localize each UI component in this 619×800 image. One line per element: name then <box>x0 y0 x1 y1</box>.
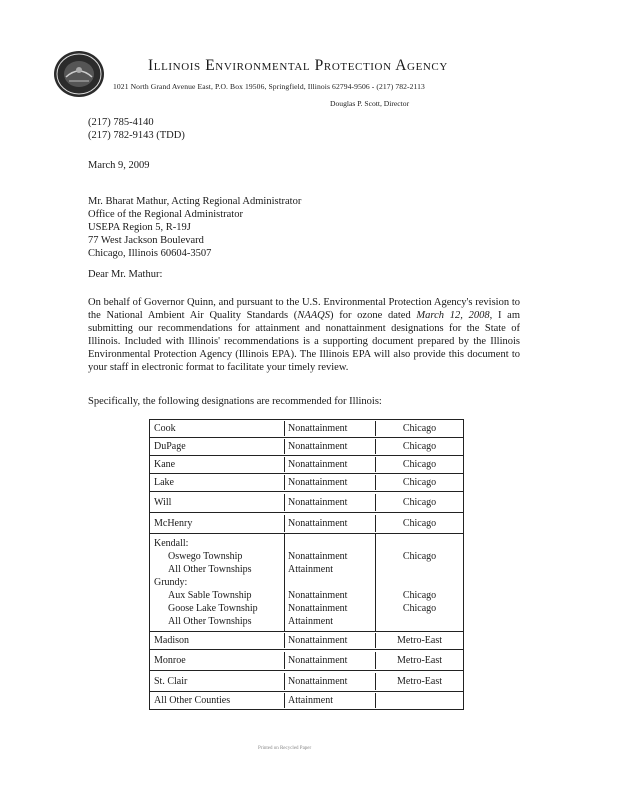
area-cell: Metro-East <box>397 675 442 687</box>
letter-date: March 9, 2009 <box>88 160 150 171</box>
area-cell: Metro-East <box>397 635 442 646</box>
recycled-paper-note: Printed on Recycled Paper <box>258 746 312 751</box>
area-cell: Chicago <box>402 496 437 508</box>
body-text-b: ) for ozone dated <box>329 310 417 321</box>
recipient-street: 77 West Jackson Boulevard <box>88 235 204 246</box>
county-cell: Cook <box>150 421 285 436</box>
table-row <box>150 474 463 492</box>
phone-number: (217) 785-4140 <box>88 117 154 128</box>
salutation: Dear Mr. Mathur: <box>88 269 163 280</box>
aux-sable-area: Chicago <box>402 590 437 601</box>
kendall-label: Kendall: <box>154 538 189 549</box>
tdd-number: (217) 782-9143 (TDD) <box>88 130 185 141</box>
designations-table <box>149 419 464 710</box>
table-row <box>150 513 463 534</box>
rule-date: March 12, 2008 <box>416 310 490 321</box>
aux-sable-township: Aux Sable Township <box>168 590 252 601</box>
agency-seal-logo <box>54 51 104 97</box>
status-cell: Nonattainment <box>285 633 376 648</box>
table-row <box>150 456 463 474</box>
status-cell: Nonattainment <box>285 439 376 454</box>
grundy-label: Grundy: <box>154 577 188 588</box>
county-cell: Madison <box>150 633 285 648</box>
county-cell: Will <box>150 494 285 511</box>
goose-lake-status: Nonattainment <box>288 603 348 614</box>
status-cell: Attainment <box>285 693 376 708</box>
area-cell: Chicago <box>402 423 437 434</box>
county-cell: Monroe <box>150 652 285 669</box>
agency-name: Illinois Environmental Protection Agency <box>148 57 448 74</box>
seal-graphic <box>54 51 104 97</box>
goose-lake-area: Chicago <box>402 603 437 614</box>
table-row <box>150 492 463 513</box>
status-cell: Nonattainment <box>285 494 376 511</box>
kendall-other-status: Attainment <box>288 564 333 575</box>
goose-lake-township: Goose Lake Township <box>168 603 258 614</box>
naaqs-abbrev: NAAQS <box>297 310 330 321</box>
oswego-township: Oswego Township <box>168 551 243 562</box>
agency-address: 1021 North Grand Avenue East, P.O. Box 19506, Springfield, Illinois 62794-9506 - (217) 782-2113 <box>113 82 425 91</box>
aux-sable-status: Nonattainment <box>288 590 348 601</box>
oswego-status: Nonattainment <box>288 551 348 562</box>
kendall-other-townships: All Other Townships <box>168 564 252 575</box>
recipient-city: Chicago, Illinois 60604-3507 <box>88 248 212 259</box>
status-cell: Nonattainment <box>285 515 376 532</box>
county-cell: St. Clair <box>150 673 285 690</box>
designations-intro: Specifically, the following designations are recommended for Illinois: <box>88 396 382 407</box>
area-cell: Chicago <box>402 441 437 452</box>
county-cell: DuPage <box>150 439 285 454</box>
contact-block <box>88 116 185 142</box>
status-cell: Nonattainment <box>285 673 376 690</box>
body-paragraph <box>88 296 520 374</box>
grundy-other-townships: All Other Townships <box>168 616 252 627</box>
county-cell: Lake <box>150 475 285 490</box>
area-cell: Chicago <box>402 477 437 488</box>
recipient-address <box>88 195 301 260</box>
area-cell: Chicago <box>402 517 437 529</box>
area-cell: Metro-East <box>397 654 442 666</box>
area-cell <box>376 699 463 703</box>
status-cell: Nonattainment <box>285 652 376 669</box>
county-cell: All Other Counties <box>150 693 285 708</box>
status-cell: Nonattainment <box>285 457 376 472</box>
body-text-a: On behalf of Governor Quinn, and pursuant to the U.S. Environmental Protection Agency's revision to the National Ambient Air Quality Standards ( <box>88 297 520 321</box>
table-row <box>150 420 463 438</box>
status-cell: Nonattainment <box>285 475 376 490</box>
director-line: Douglas P. Scott, Director <box>330 99 410 108</box>
status-group-cell <box>285 534 376 631</box>
county-cell: Kane <box>150 457 285 472</box>
area-group-cell <box>376 534 463 631</box>
recipient-office: Office of the Regional Administrator <box>88 209 243 220</box>
recipient-agency: USEPA Region 5, R-19J <box>88 222 191 233</box>
area-cell: Chicago <box>402 459 437 470</box>
table-row-kendall-grundy <box>150 534 463 632</box>
grundy-other-status: Attainment <box>288 616 333 627</box>
body-text-c: , I am submitting our recommendations for attainment and nonattainment designations for the State of Illinois. Included with Illinois' recommendations is a supporting document prepared by the Illinois Environmental Protection Agency (Illinois EPA). The Illinois EPA will also provide this document to your staff in electronic format to facilitate your timely review. <box>88 310 521 373</box>
table-row <box>150 692 463 709</box>
table-row <box>150 438 463 456</box>
oswego-area: Chicago <box>402 551 437 562</box>
table-row <box>150 632 463 650</box>
status-cell: Nonattainment <box>285 421 376 436</box>
table-row <box>150 650 463 671</box>
county-group-cell <box>150 534 285 631</box>
table-row <box>150 671 463 692</box>
county-cell: McHenry <box>150 515 285 532</box>
recipient-name: Mr. Bharat Mathur, Acting Regional Administrator <box>88 196 302 207</box>
